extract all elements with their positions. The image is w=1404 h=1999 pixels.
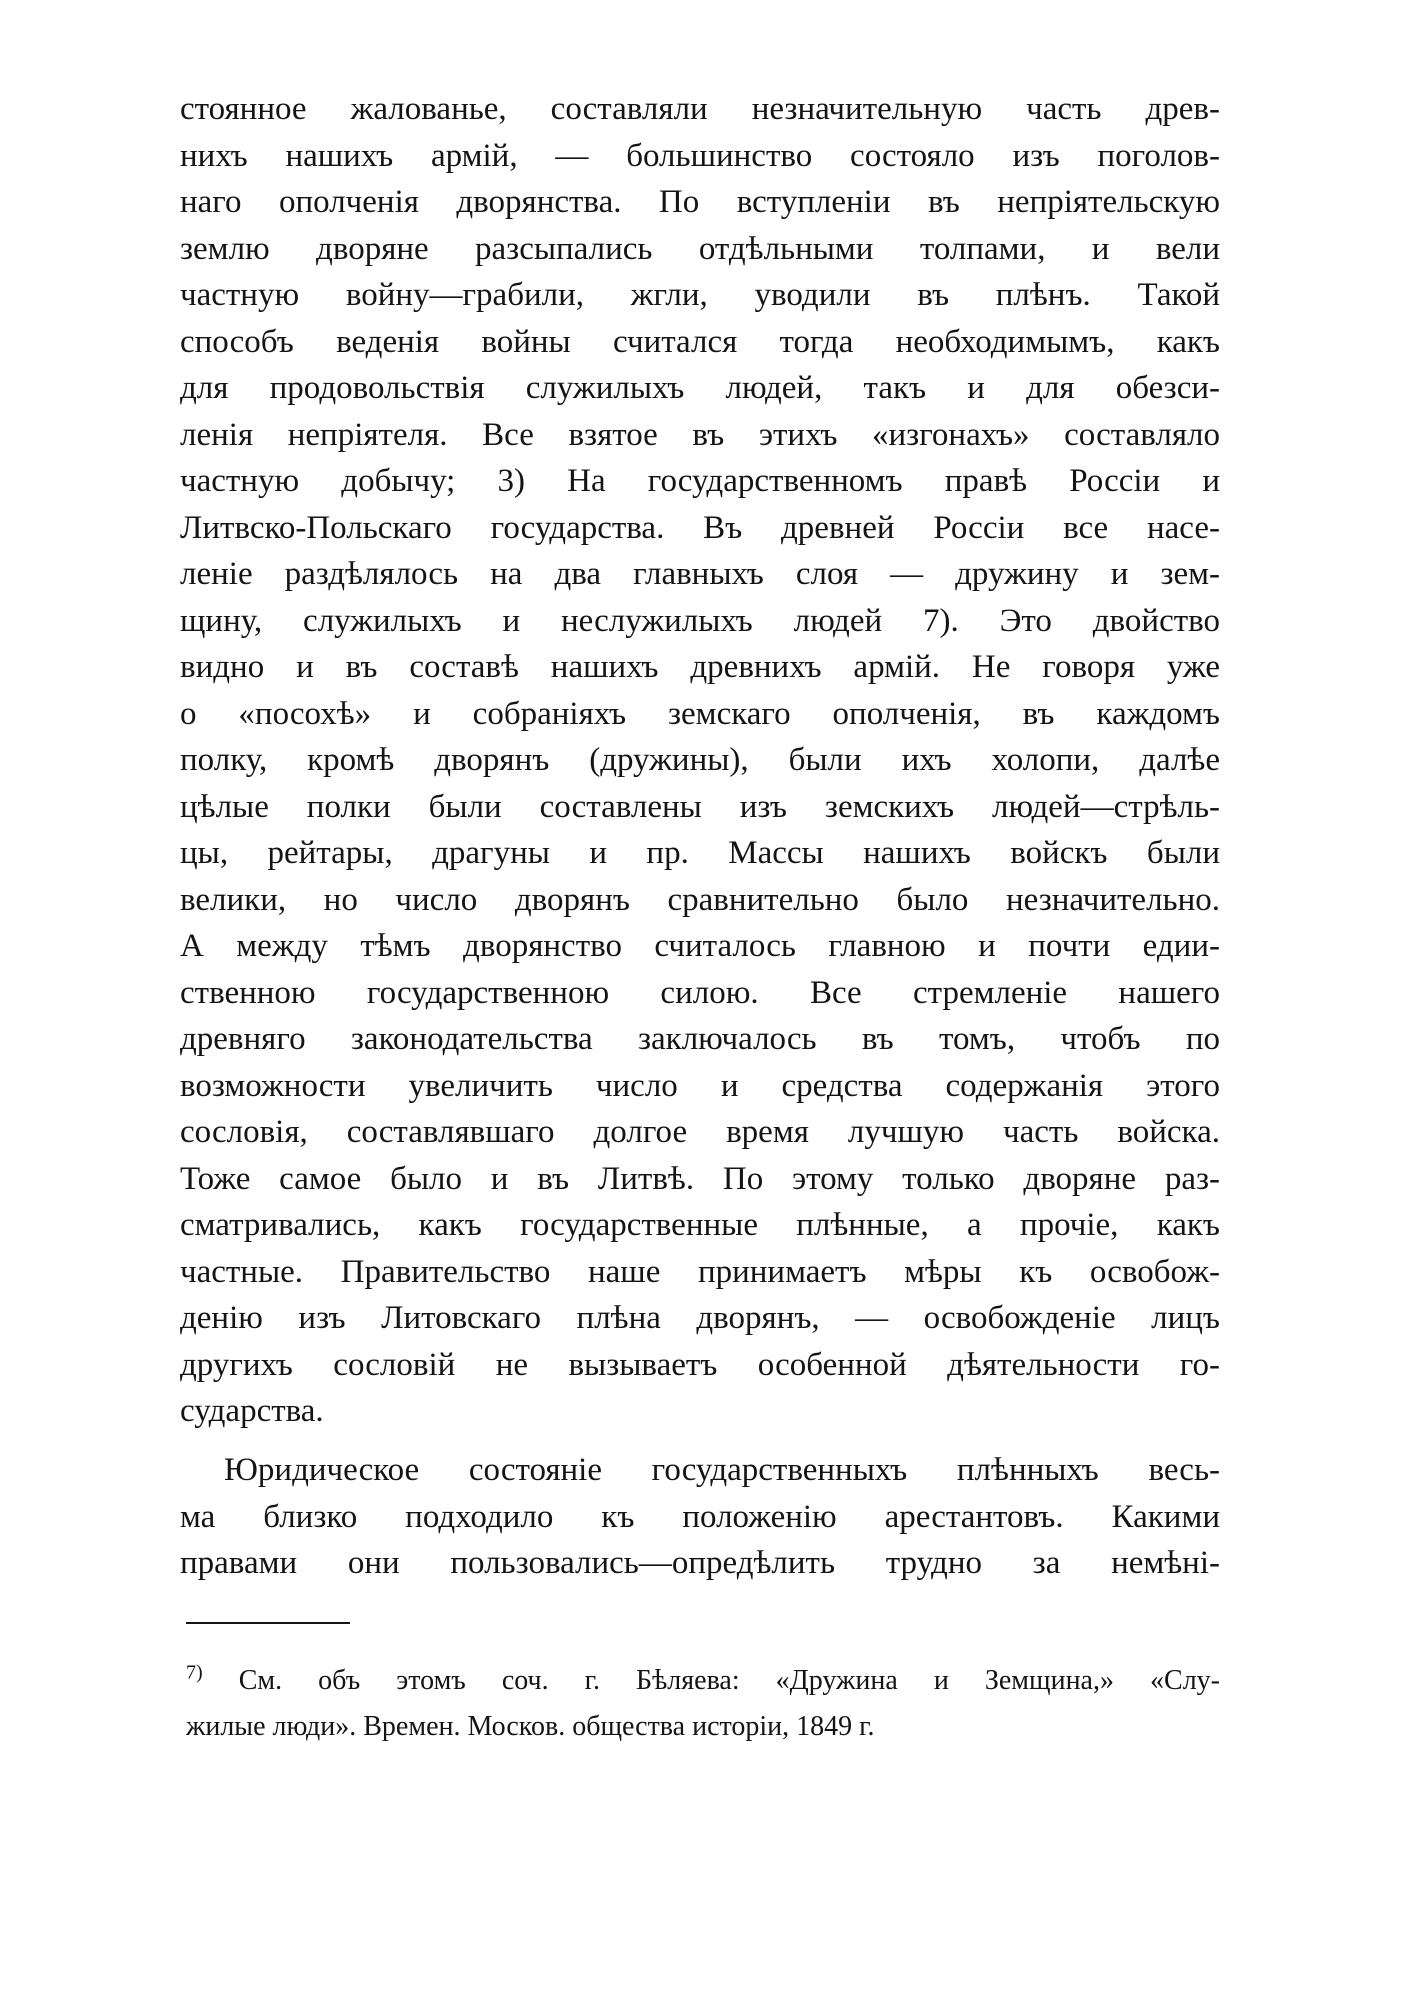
text-line: велики, но число дворянъ сравнительно было незначительно. bbox=[180, 881, 1220, 918]
text-line: денію изъ Литовскаго плѣна дворянъ, — освобожденіе лицъ bbox=[180, 1300, 1220, 1336]
text-line: цѣлые полки были составлены изъ земскихъ людей—стрѣль- bbox=[180, 788, 1220, 825]
text-line: наго ополченія дворянства. По вступленіи въ непріятельскую bbox=[180, 184, 1220, 220]
text-line: ственною государственною силою. Все стремленіе нашего bbox=[180, 974, 1220, 1011]
text-line: частные. Правительство наше принимаетъ мѣры къ освобож- bbox=[180, 1253, 1220, 1290]
text-line: способъ веденія войны считался тогда необходимымъ, какъ bbox=[180, 323, 1220, 360]
text-line: правами они пользовались—опредѣлить трудно за немѣні- bbox=[180, 1545, 1220, 1581]
footnote bbox=[186, 1658, 1220, 1750]
footnote-divider bbox=[186, 1622, 350, 1624]
footnote-marker: 7) bbox=[186, 1661, 203, 1684]
text-line: А между тѣмъ дворянство считалось главною и почти едии- bbox=[180, 928, 1220, 964]
footnote-line bbox=[186, 1658, 1220, 1704]
text-line: древняго законодательства заключалось въ томъ, чтобъ по bbox=[180, 1021, 1220, 1057]
text-line: возможности увеличить число и средства содержанія этого bbox=[180, 1067, 1220, 1104]
text-line: для продовольствія служилыхъ людей, такъ и для обезси- bbox=[180, 370, 1220, 406]
text-line: цы, рейтары, драгуны и пр. Массы нашихъ войскъ были bbox=[180, 835, 1220, 871]
text-line: Юридическое состояніе государственныхъ плѣнныхъ весь- bbox=[224, 1452, 1220, 1488]
text-line: другихъ сословій не вызываетъ особенной дѣятельности го- bbox=[180, 1346, 1220, 1383]
text-line: видно и въ составѣ нашихъ древнихъ армій. Не говоря уже bbox=[180, 649, 1220, 685]
text-line: Тоже самое было и въ Литвѣ. По этому только дворяне раз- bbox=[180, 1160, 1220, 1197]
text-line: землю дворяне разсыпались отдѣльными толпами, и вели bbox=[180, 230, 1220, 267]
footnote-line: жилые люди». Времен. Москов. общества исторіи, 1849 г. bbox=[186, 1711, 875, 1742]
text-line: щину, служилыхъ и неслужилыхъ людей 7). Это двойство bbox=[180, 602, 1220, 639]
paragraph-second bbox=[180, 1447, 1220, 1587]
text-line: ленія непріятеля. Все взятое въ этихъ «изгонахъ» составляло bbox=[180, 416, 1220, 453]
text-line: полку, кромѣ дворянъ (дружины), были ихъ холопи, далѣе bbox=[180, 742, 1220, 778]
text-line: нихъ нашихъ армій, — большинство состояло изъ поголов- bbox=[180, 137, 1220, 174]
text-line: леніе раздѣлялось на два главныхъ слоя — дружину и зем- bbox=[180, 556, 1220, 592]
text-line: стоянное жалованье, составляли незначительную часть древ- bbox=[180, 91, 1220, 127]
text-line: частную добычу; 3) На государственномъ правѣ Россіи и bbox=[180, 463, 1220, 499]
text-line: частную войну—грабили, жгли, уводили въ плѣнъ. Такой bbox=[180, 277, 1220, 313]
text-line: о «посохѣ» и собраніяхъ земскаго ополченія, въ каждомъ bbox=[180, 695, 1220, 732]
text-line: сматривались, какъ государственные плѣнные, а прочіе, какъ bbox=[180, 1207, 1220, 1243]
footnote-text: См. объ этомъ соч. г. Бѣляева: «Дружина и Земщина,» «Слу- bbox=[238, 1665, 1220, 1696]
text-line: сударства. bbox=[180, 1393, 324, 1429]
text-line: Литвско-Польскаго государства. Въ древней Россіи все насе- bbox=[180, 509, 1220, 546]
text-line: ма близко подходило къ положенію арестантовъ. Какими bbox=[180, 1498, 1220, 1535]
text-line: сословія, составлявшаго долгое время лучшую часть войска. bbox=[180, 1114, 1220, 1150]
paragraph-main bbox=[180, 86, 1220, 1435]
